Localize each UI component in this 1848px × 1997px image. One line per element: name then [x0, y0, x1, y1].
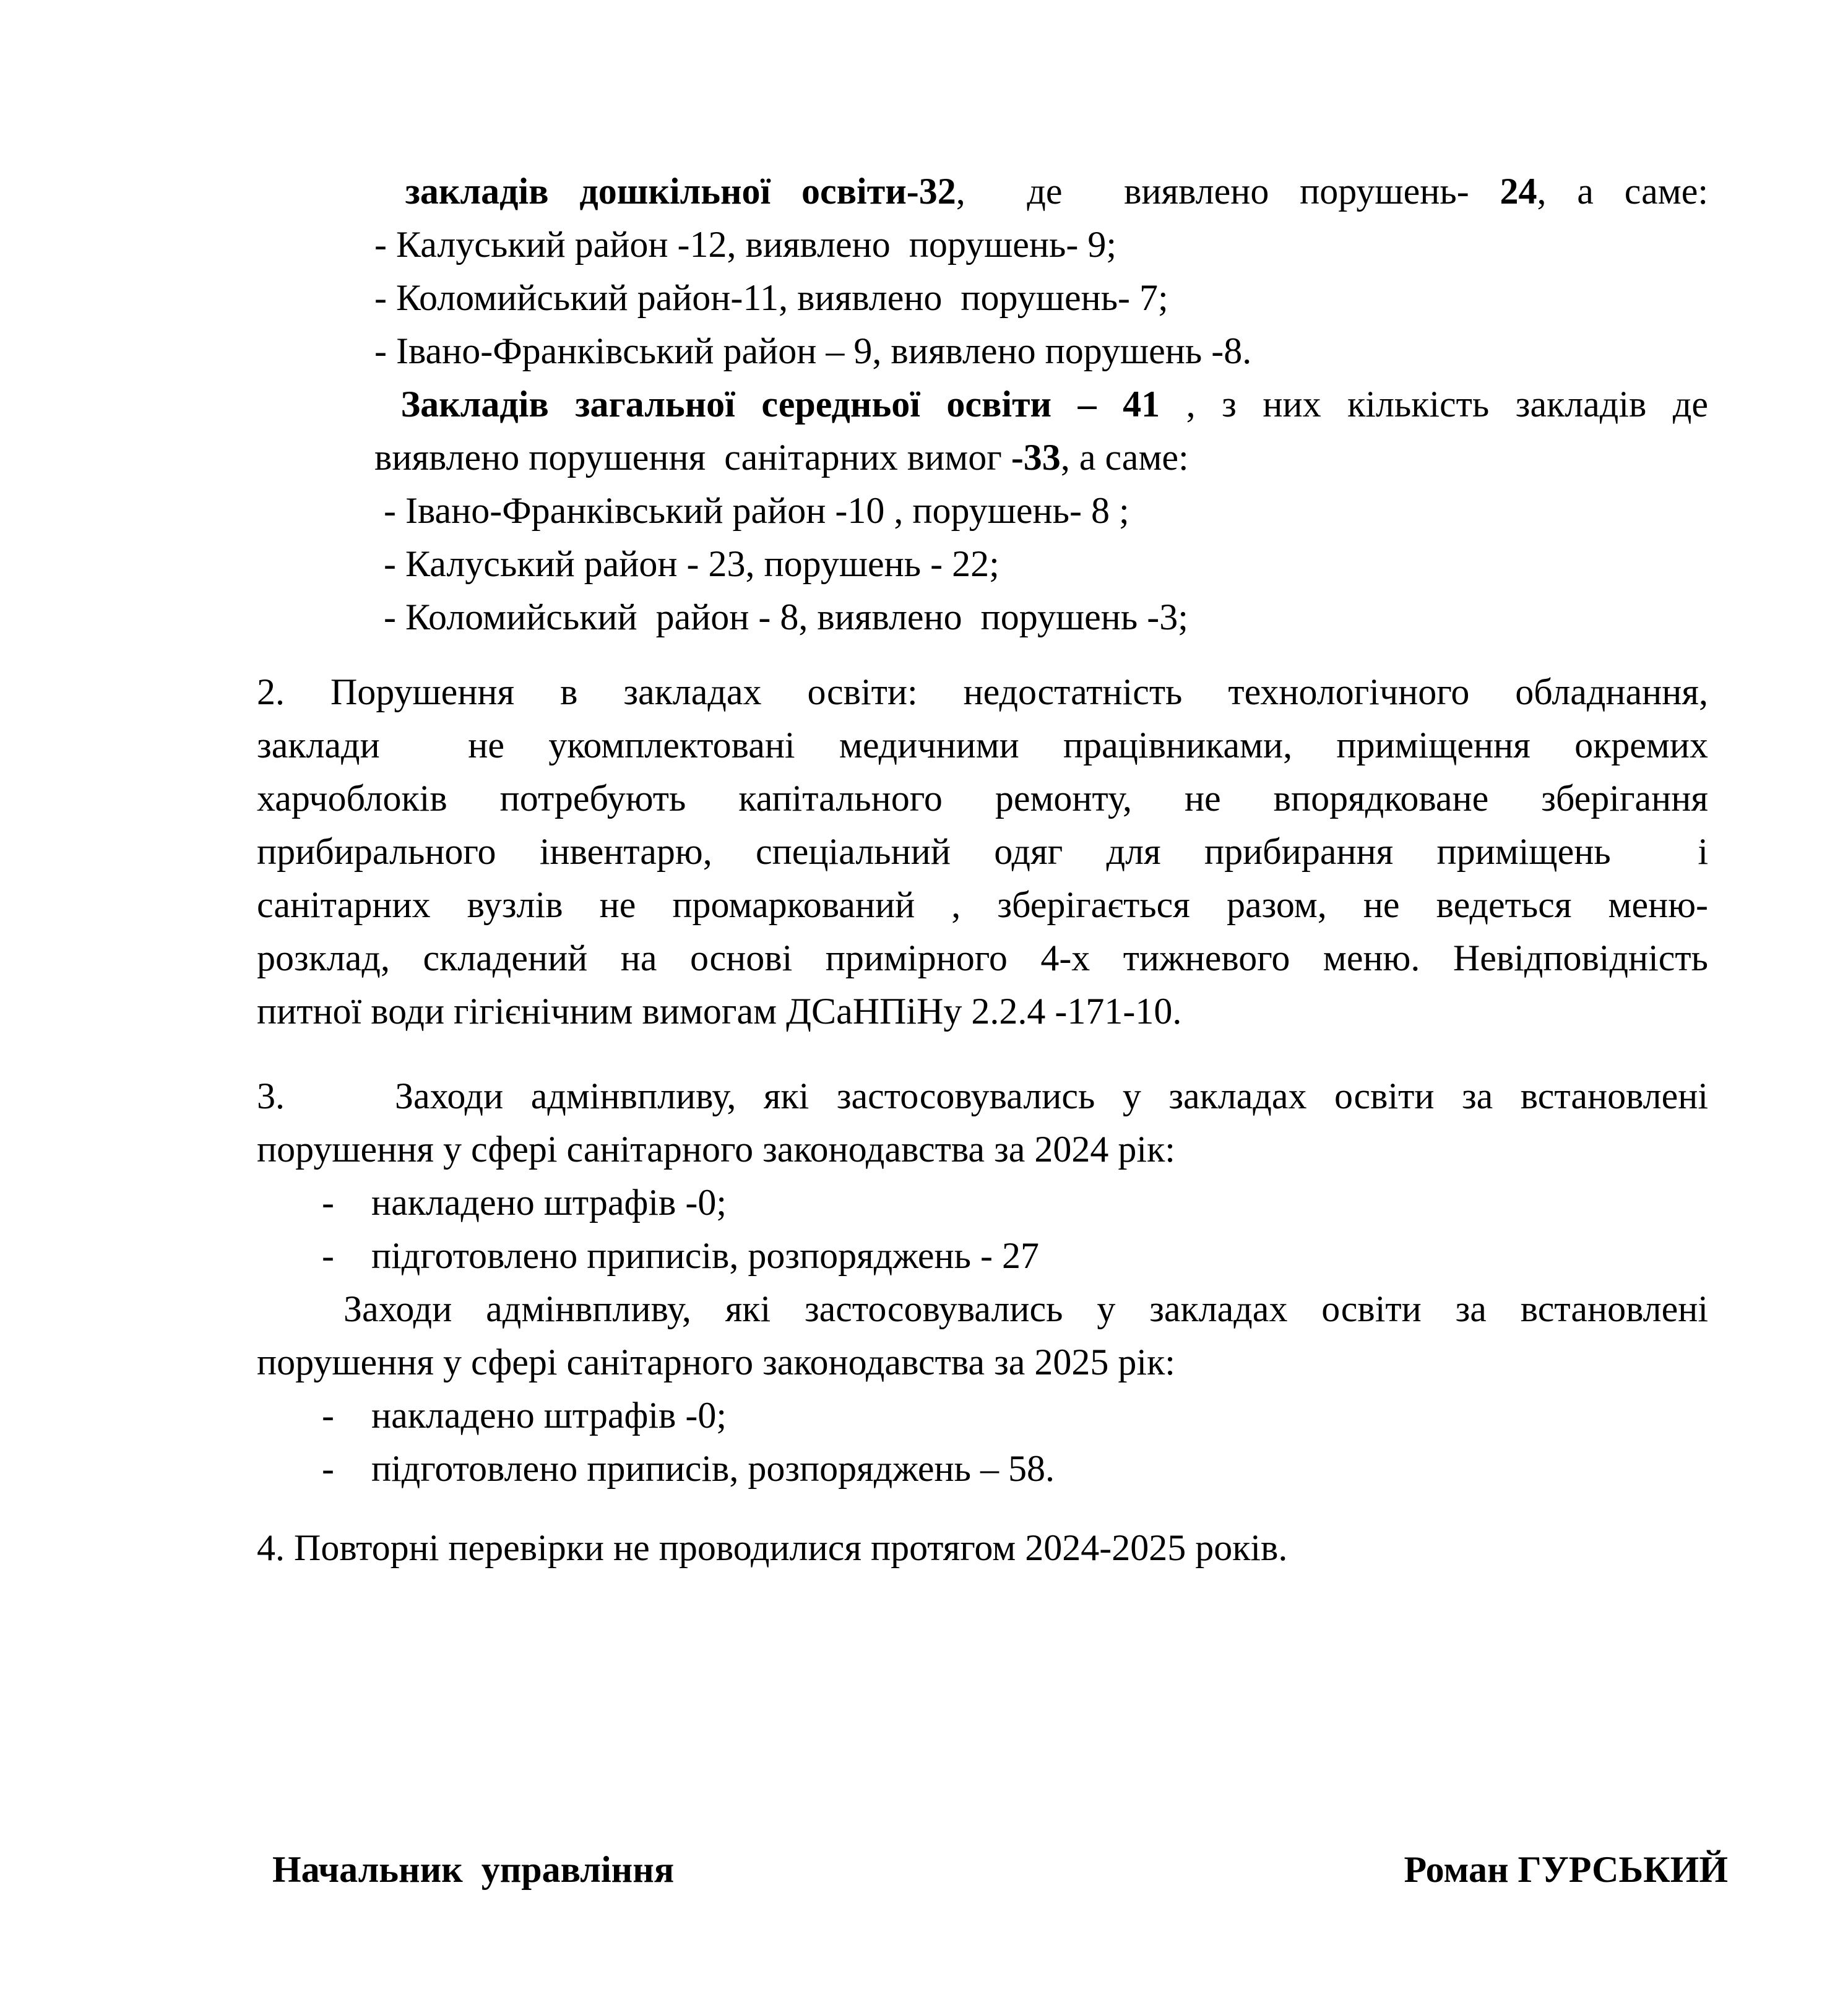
- preschool-count-bold: закладів дошкільної освіти-32: [374, 171, 956, 212]
- measures-2025-heading-line: Заходи адмінвпливу, які застосовувались у закладах освіти за встановлені: [343, 1288, 1708, 1329]
- list-item-orders-2025: - підготовлено приписів, розпоряджень – 58.: [322, 1448, 1055, 1489]
- secondary-schools-heading-line: [374, 377, 1708, 431]
- list-item-fines-2025: - накладено штрафів -0;: [322, 1395, 727, 1436]
- paragraph-line: розклад, складений на основі примірного 4-х тижневого меню. Невідповідність: [257, 938, 1708, 978]
- district-line-ivano-frankivsk-2: - Івано-Франківський район -10 , порушень- 8 ;: [374, 490, 1129, 531]
- signature-name: Роман ГУРСЬКИЙ: [1404, 1849, 1728, 1890]
- list-item-orders-2024: - підготовлено приписів, розпоряджень - 27: [322, 1235, 1040, 1276]
- section-3-paragraph: [257, 1069, 1708, 1495]
- paragraph-line: питної води гігієнічним вимогам ДСаНПіНу 2.2.4 -171-10.: [257, 991, 1182, 1032]
- list-item-fines-2024: - накладено штрафів -0;: [322, 1182, 727, 1223]
- measures-2025-heading-line-2: порушення у сфері санітарного законодавства за 2025 рік:: [257, 1342, 1175, 1382]
- violations-count-33-bold: -33: [1011, 437, 1061, 478]
- measures-2024-heading-line: 3. Заходи адмінвпливу, які застосовувались у закладах освіти за встановлені: [257, 1076, 1708, 1116]
- paragraph-line: заклади не укомплектовані медичними працівниками, приміщення окремих: [257, 725, 1708, 766]
- secondary-schools-heading-tail: , з них кількість закладів де: [1160, 384, 1708, 425]
- intro-heading-text: , де виявлено порушень-: [956, 171, 1500, 212]
- intro-heading-line: [374, 165, 1708, 218]
- paragraph-line: прибирального інвентарю, спеціальний одяг для прибирання приміщень і: [257, 831, 1708, 872]
- district-line-kolomyia: - Коломийський район-11, виявлено порушень- 7;: [374, 277, 1168, 318]
- district-line-kolomyia-2: - Коломийський район - 8, виявлено порушень -3;: [374, 597, 1188, 637]
- district-line-ivano-frankivsk: - Івано-Франківський район – 9, виявлено порушень -8.: [374, 330, 1252, 371]
- measures-2024-heading-line-2: порушення у сфері санітарного законодавства за 2024 рік:: [257, 1129, 1175, 1170]
- paragraph-line: санітарних вузлів не промаркований , зберігається разом, не ведеться меню-: [257, 884, 1708, 925]
- paragraph-line: харчоблоків потребують капітального ремонту, не впорядковане зберігання: [257, 778, 1708, 819]
- intro-heading-tail: , а саме:: [1537, 171, 1708, 212]
- section-2-paragraph: [257, 665, 1708, 1038]
- signature-position-title: Начальник управління: [272, 1849, 675, 1890]
- section-4-paragraph: [257, 1521, 1708, 1574]
- district-line-kalush-2: - Калуський район - 23, порушень - 22;: [374, 543, 1000, 584]
- repeat-inspections-line: 4. Повторні перевірки не проводилися протягом 2024-2025 років.: [257, 1527, 1288, 1568]
- district-line-kalush: - Калуський район -12, виявлено порушень- 9;: [374, 224, 1117, 265]
- signature-row: [0, 1843, 1848, 1896]
- secondary-schools-count-bold: Закладів загальної середньої освіти – 41: [374, 384, 1160, 425]
- intro-block: [374, 165, 1708, 644]
- secondary-schools-violations-line: [374, 431, 1708, 484]
- violations-count-bold: 24: [1500, 171, 1537, 212]
- paragraph-line: 2. Порушення в закладах освіти: недостатність технологічного обладнання,: [257, 671, 1708, 712]
- violations-text: виявлено порушення санітарних вимог: [374, 437, 1011, 478]
- violations-tail: , а саме:: [1060, 437, 1189, 478]
